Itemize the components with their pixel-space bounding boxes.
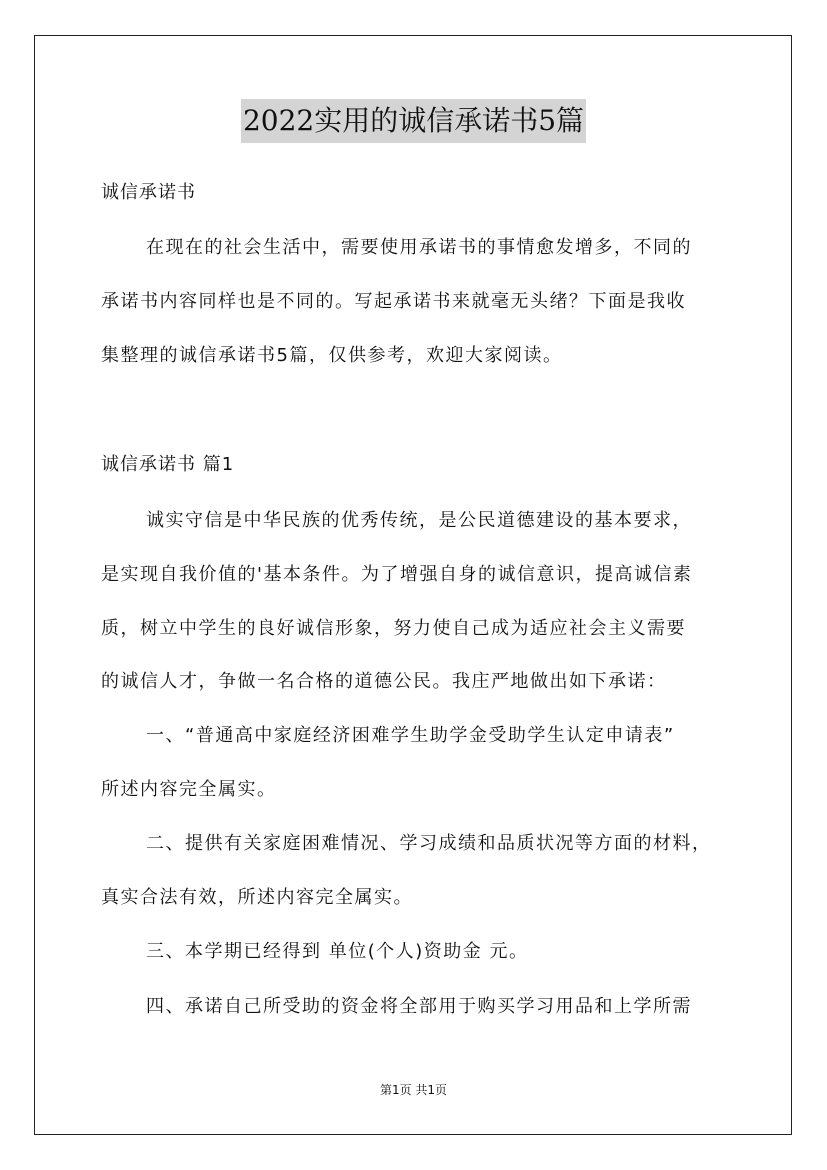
body-line-10: 四、承诺自己所受助的资金将全部用于购买学习用品和上学所需 [146,996,692,1017]
body-line-6: 所述内容完全属实。 [101,779,277,800]
section-heading: 诚信承诺书 [101,182,196,203]
body-line-7: 二、提供有关家庭困难情况、学习成绩和品质状况等方面的材料， [146,833,712,854]
body-line-8: 真实合法有效，所述内容完全属实。 [101,887,413,908]
title-container [0,99,827,143]
body-line-2: 是实现自我价值的'基本条件。为了增强自身的诚信意识，提高诚信素 [101,564,693,585]
part-heading: 诚信承诺书 篇1 [101,454,235,475]
page-footer: 第1页 共1页 [379,1083,448,1097]
body-line-3: 质，树立中学生的良好诚信形象，努力使自己成为适应社会主义需要 [101,618,686,639]
intro-line-3: 集整理的诚信承诺书5篇，仅供参考，欢迎大家阅读。 [101,345,563,366]
intro-line-2: 承诺书内容同样也是不同的。写起承诺书来就毫无头绪？下面是我收 [101,291,686,312]
document-title: 2022实用的诚信承诺书5篇 [241,99,586,143]
body-line-1: 诚实守信是中华民族的优秀传统，是公民道德建设的基本要求， [146,510,692,531]
body-line-9: 三、本学期已经得到 单位(个人)资助金 元。 [146,941,529,962]
body-line-5: 一、“普通高中家庭经济困难学生助学金受助学生认定申请表” [146,725,675,746]
body-line-4: 的诚信人才，争做一名合格的道德公民。我庄严地做出如下承诺： [101,671,667,692]
intro-line-1: 在现在的社会生活中，需要使用承诺书的事情愈发增多，不同的 [146,237,692,258]
